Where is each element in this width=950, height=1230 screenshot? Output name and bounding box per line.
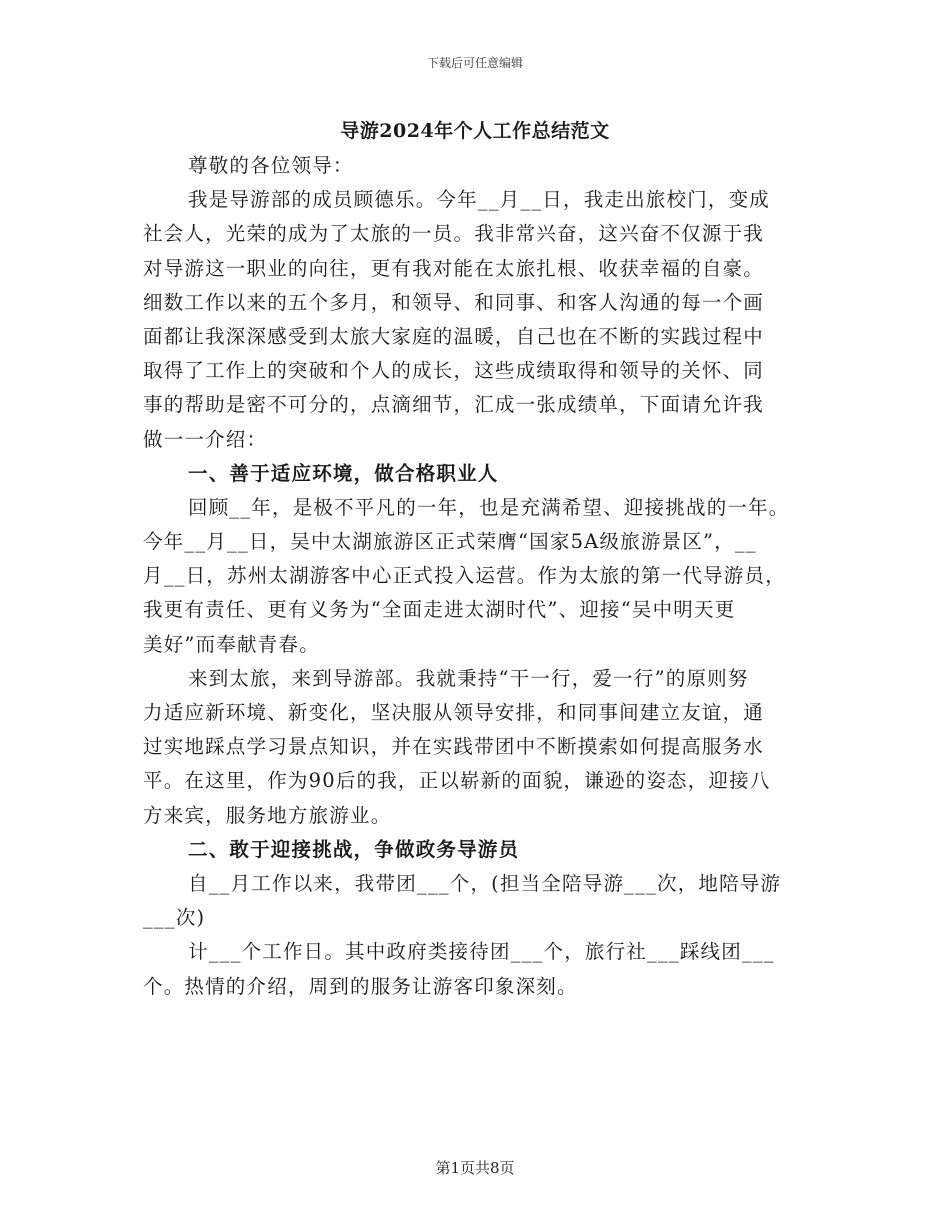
paragraph-line: 自__月工作以来，我带团___个，(担当全陪导游___次，地陪导游 [188, 871, 782, 895]
section-heading: 一、善于适应环境，做合格职业人 [188, 461, 499, 485]
paragraph-line: 个。热情的介绍，周到的服务让游客印象深刻。 [143, 974, 578, 998]
paragraph-line: 美好”而奉献青春。 [143, 632, 320, 656]
paragraph-line: 今年__月__日，吴中太湖旅游区正式荣膺“国家5A级旅游景区”，__ [143, 530, 757, 554]
paragraph-line: 月__日，苏州太湖游客中心正式投入运营。作为太旅的第一代导游员， [143, 564, 786, 588]
header-note: 下载后可任意编辑 [426, 56, 523, 70]
document-body [143, 149, 807, 1004]
paragraph-line: 取得了工作上的突破和个人的成长，这些成绩取得和领导的关怀、同 [143, 359, 765, 383]
paragraph-line: ___次) [143, 906, 206, 930]
document-title: 导游2024年个人工作总结范文 [340, 120, 610, 142]
paragraph-line: 计___个工作日。其中政府类接待团___个，旅行社___踩线团___ [188, 940, 775, 964]
paragraph-line: 过实地踩点学习景点知识，并在实践带团中不断摸索如何提高服务水 [143, 735, 765, 759]
paragraph-line: 面都让我深深感受到太旅大家庭的温暖，自己也在不断的实践过程中 [143, 324, 765, 348]
paragraph-line: 平。在这里，作为90后的我，正以崭新的面貌，谦逊的姿态，迎接八 [143, 769, 771, 793]
paragraph-line: 做一一介绍： [143, 427, 268, 451]
paragraph-line: 来到太旅，来到导游部。我就秉持“干一行，爱一行”的原则努 [188, 666, 749, 690]
paragraph-line: 社会人，光荣的成为了太旅的一员。我非常兴奋，这兴奋不仅源于我 [143, 222, 765, 246]
paragraph-line: 我是导游部的成员顾德乐。今年__月__日，我走出旅校门，变成 [188, 188, 771, 212]
paragraph-line: 我更有责任、更有义务为“全面走进太湖时代”、迎接“吴中明天更 [143, 598, 736, 622]
paragraph-line: 尊敬的各位领导： [188, 154, 354, 177]
page-number-footer: 第1页共8页 [435, 1159, 515, 1177]
paragraph-line: 方来宾，服务地方旅游业。 [143, 803, 392, 827]
paragraph-line: 细数工作以来的五个多月，和领导、和同事、和客人沟通的每一个画 [143, 290, 765, 314]
paragraph-line: 事的帮助是密不可分的，点滴细节，汇成一张成绩单，下面请允许我 [143, 393, 765, 417]
section-heading: 二、敢于迎接挑战，争做政务导游员 [188, 837, 520, 861]
paragraph-line: 对导游这一职业的向往，更有我对能在太旅扎根、收获幸福的自豪。 [143, 256, 765, 280]
paragraph-line: 回顾__年，是极不平凡的一年，也是充满希望、迎接挑战的一年。 [188, 495, 790, 519]
paragraph-line: 力适应新环境、新变化，坚决服从领导安排，和同事间建立友谊，通 [143, 701, 765, 724]
